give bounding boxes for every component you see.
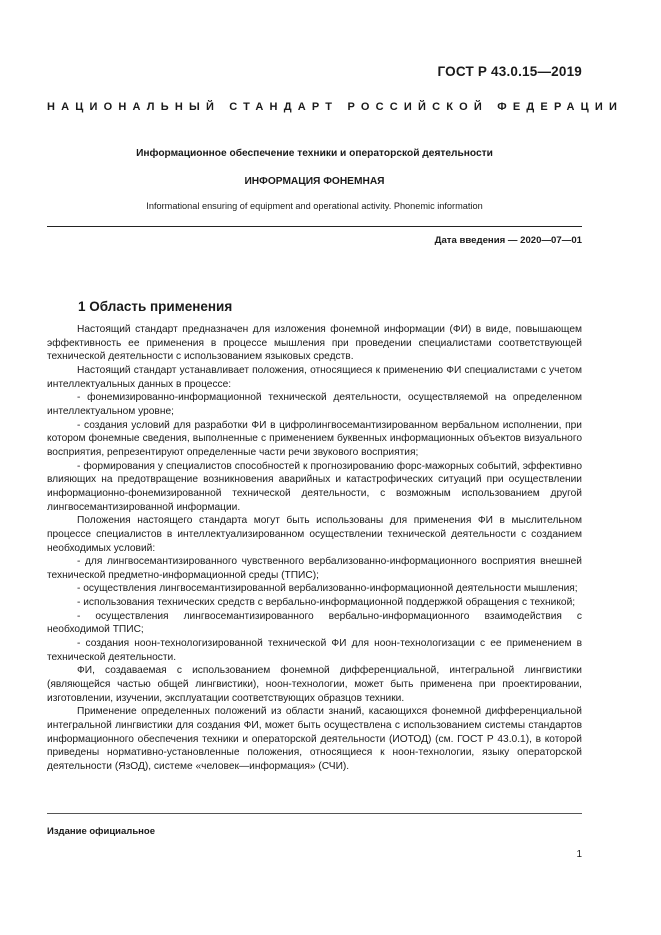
introduction-date: Дата введения — 2020—07—01 (434, 235, 582, 246)
document-title-en: Informational ensuring of equipment and operational activity. Phonemic information (146, 201, 483, 211)
section-body (47, 323, 582, 774)
paragraph: Применение определенных положений из области знаний, касающихся фонемной дифференциальной интегральной лингвистики для создания ФИ, может быть осуществлена с использованием системы стандартов информационного обеспечения техники и операторской деятельности (ИОТОД) (см. ГОСТ Р 43.0.1), в которой приведены нормативно-установленные положения, относящиеся к ноон-технологии, языку операторской деятельности (ЯзОД), системе «человек—информация» (СЧИ). (47, 706, 582, 772)
list-item: - создания условий для разработки ФИ в цифролингвосемантизированном вербальном исполнении, при котором фонемные сведения, выполненные с применением буквенных информационных объектов визуального восприятия, репрезентируют определенные части речи звукового восприятия; (47, 419, 582, 458)
paragraph: ФИ, создаваемая с использованием фонемной дифференциальной, интегральной лингвистики (являющейся частью общей лингвистики), ноон-технологии, может быть применена при проектировании, изготовлении, изучении, эксплуатации соответствующих образцов техники. (47, 665, 582, 704)
page-number: 1 (576, 849, 582, 860)
list-item: - использования технических средств с вербально-информационной поддержкой обращения с техникой; (77, 597, 576, 609)
title-divider (47, 226, 582, 227)
list-item: - осуществления лингвосемантизированной вербализованно-информационной деятельности мышления; (77, 583, 578, 595)
document-title-ru: Информационное обеспечение техники и операторской деятельности (136, 148, 493, 159)
list-item: - фонемизированно-информационной технической деятельности, осуществляемой на определенном интеллектуальном уровне; (47, 392, 582, 417)
document-subtitle-ru: ИНФОРМАЦИЯ ФОНЕМНАЯ (244, 176, 385, 187)
paragraph: Настоящий стандарт предназначен для изложения фонемной информации (ФИ) в виде, повышающем эффективность ее применения в процессе мышления при проведении специалистами соответствующей технической деятельности с использованием языковых средств. (47, 324, 582, 363)
list-item: - создания ноон-технологизированной технической ФИ для ноон-технологизации с ее применением в технической деятельности. (47, 638, 582, 663)
list-item: - осуществления лингвосемантизированного вербально-информационного взаимодействия с необходимой ТПИС; (47, 610, 582, 636)
document-code: ГОСТ Р 43.0.15—2019 (437, 64, 582, 79)
list-item: - для лингвосемантизированного чувственного вербализованно-информационного восприятия внешней технической предметно-информационной среды (ТПИС); (47, 556, 582, 581)
official-edition-label: Издание официальное (47, 826, 155, 837)
section-heading: 1 Область применения (78, 299, 233, 314)
list-item: - формирования у специалистов способностей к прогнозированию форс-мажорных событий, эффективно влияющих на предотвращение возникновения аварийных и катастрофических ситуаций при осуществлении информационно-фонемизированной технической деятельности, с возможным использованием другой лингвосемантизированной информации. (47, 460, 582, 513)
paragraph: Положения настоящего стандарта могут быть использованы для применения ФИ в мыслительном процессе специалистов в интеллектуализированном осуществлении технической деятельности с созданием необходимых условий: (47, 515, 582, 554)
paragraph: Настоящий стандарт устанавливает положения, относящиеся к применению ФИ специалистами с учетом интеллектуальных данных в процессе: (47, 364, 582, 390)
national-standard-heading: НАЦИОНАЛЬНЫЙ СТАНДАРТ РОССИЙСКОЙ ФЕДЕРАЦИИ (47, 101, 624, 113)
footer-divider (47, 813, 582, 814)
